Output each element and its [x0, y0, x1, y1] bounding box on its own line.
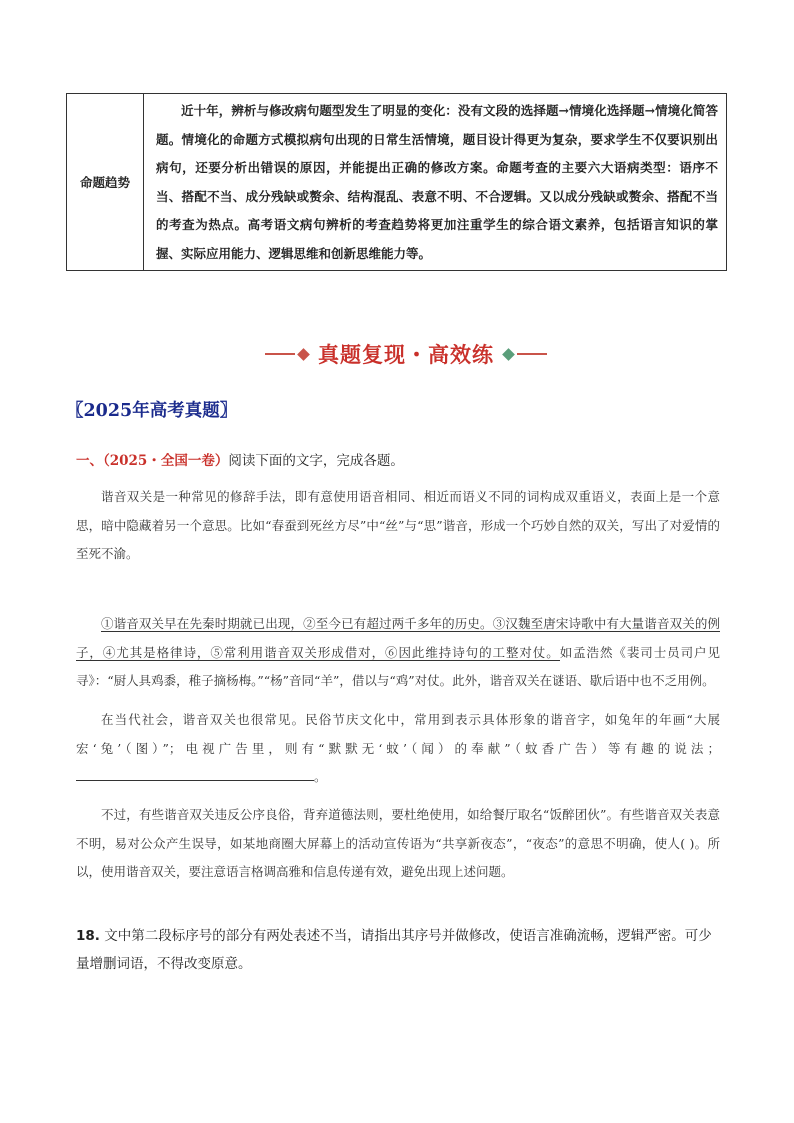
- paragraph-text: 谐音双关是一种常见的修辞手法，即有意使用语音相同、相近而语义不同的词构成双重语义，表面上是一个意思，暗中隐藏着另一个意思。比如“春蚕到死丝方尽”中“丝”与“思”谐音，形成一个巧妙自然的双关，写出了对爱情的至死不渝。: [76, 489, 720, 561]
- section-banner: [260, 334, 552, 374]
- passage-paragraph-1: [76, 483, 720, 569]
- numbered-sentences: ①谐音双关早在先秦时期就已出现，②至今已有超过两千多年的历史。③汉魏至唐宋诗歌中有大量谐音双关的例子，④尤其是格律诗，⑤常利用谐音双关形成借对，⑥因此维持诗句的工整对仗。: [76, 616, 720, 660]
- banner-line-left: [265, 353, 295, 355]
- diamond-icon: [297, 348, 310, 361]
- passage-paragraph-2: [76, 610, 720, 696]
- passage-paragraph-4: [76, 801, 720, 887]
- trend-content: [144, 94, 726, 270]
- question-instruction: 阅读下面的文字，完成各题。: [228, 453, 404, 469]
- question-intro: [76, 449, 404, 469]
- paragraph-text: 不过，有些谐音双关违反公序良俗，背弃道德法则，要杜绝使用，如给餐厅取名“饭醉团伙”。有些谐音双关表意不明，易对公众产生误导，如某地商圈大屏幕上的活动宣传语为“共享新夜态”，“夜态”的意思不明确，使人( )。所以，使用谐音双关，要注意语言格调高雅和信息传递有效，避免出现上述问题。: [76, 807, 720, 879]
- question-18: [76, 922, 720, 978]
- answer-blank[interactable]: [76, 768, 314, 781]
- paragraph-text: 如孟浩然《裴司士员司户见寻》：“厨人具鸡黍，稚子摘杨梅。”“杨”音同“羊”，借以与“鸡”对仗。此外，谐音双关在谜语、歇后语中也不乏用例。: [76, 644, 720, 688]
- trend-table: [66, 93, 727, 271]
- diamond-icon: [502, 348, 515, 361]
- passage-paragraph-3: [76, 706, 720, 792]
- question-source: （2025・全国一卷）: [103, 453, 229, 469]
- question-number: 一、: [76, 453, 103, 469]
- banner-line-right: [517, 353, 547, 355]
- question-18-number: 18.: [76, 928, 100, 944]
- trend-text: 近十年，辨析与修改病句题型发生了明显的变化：没有文段的选择题→情境化选择题→情境化简答题。情境化的命题方式模拟病句出现的日常生活情境，题目设计得更为复杂，要求学生不仅要识别出病句，还要分析出错误的原因，并能提出正确的修改方案。命题考查的主要六大语病类型：语序不当、搭配不当、成分残缺或赘余、结构混乱、表意不明、不合逻辑。又以成分残缺或赘余、搭配不当的考查为热点。高考语文病句辨析的考查趋势将更加注重学生的综合语文素养，包括语言知识的掌握、实际应用能力、逻辑思维和创新思维能力等。: [156, 103, 718, 261]
- trend-label: 命题趋势: [67, 94, 144, 270]
- paragraph-text: 在当代社会，谐音双关也很常见。民俗节庆文化中，常用到表示具体形象的谐音字，如兔年的年画“大展宏‘兔’（图）”；电视广告里，则有“默默无‘蚊’（闻）的奉献”（蚊香广告）等有趣的说法；: [76, 712, 720, 756]
- question-18-text: 文中第二段标序号的部分有两处表述不当，请指出其序号并做修改，使语言准确流畅，逻辑严密。可少量增删词语，不得改变原意。: [76, 928, 712, 972]
- banner-title: 真题复现・高效练: [318, 343, 494, 367]
- exam-heading: 〖2025年高考真题〗: [66, 401, 238, 421]
- paragraph-end: 。: [314, 769, 327, 784]
